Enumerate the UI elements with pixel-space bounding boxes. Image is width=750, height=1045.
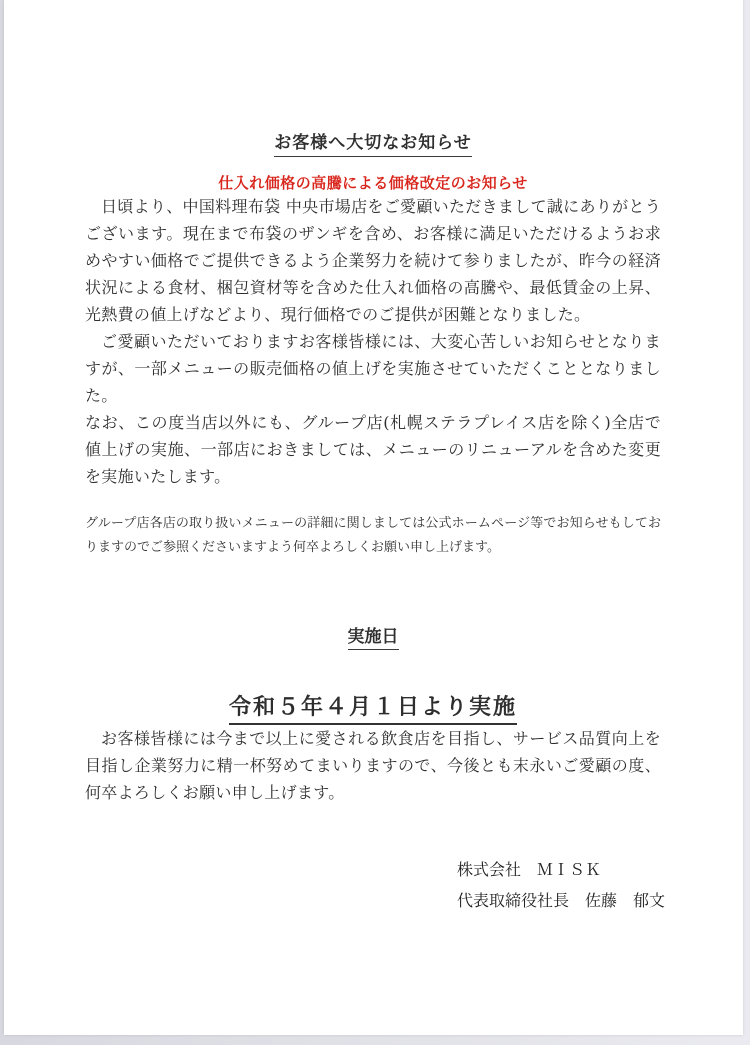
representative-name: 代表取締役社長 佐藤 郁文 — [457, 891, 666, 910]
implementation-date — [85, 690, 661, 725]
signature-block — [457, 854, 666, 916]
company-name: 株式会社 ＭＩＳＫ — [457, 860, 602, 879]
paragraph-website-note: グループ店各店の取り扱いメニューの詳細に関しましては公式ホームページ等でお知らせもしておりますのでご参照くださいますよう何卒よろしくお願い申し上げます。 — [85, 516, 661, 555]
implementation-date-text: 令和５年４月１日より実施 — [229, 690, 517, 725]
implementation-date-heading-text: 実施日 — [348, 622, 399, 650]
notice-content — [85, 0, 666, 916]
paragraph-closing: お客様皆様には今まで以上に愛される飲食店を目指し、サービス品質向上を目指し企業努力に精一杯努めてまいりますので、今後とも末永いご愛顧の度、何卒よろしくお願い申し上げます。 — [85, 729, 661, 802]
page-title-text: お客様へ大切なお知らせ — [274, 128, 472, 157]
paragraph-price-increase: ご愛顧いただいておりますお客様皆様には、大変心苦しいお知らせとなりますが、一部メニューの販売価格の値上げを実施させていただくこととなりました。 — [85, 332, 661, 405]
paragraph-group-stores: なお、この度当店以外にも、グループ店(札幌ステラプレイス店を除く)全店で値上げの実施、一部店におきましては、メニューのリニューアルを含めた変更を実施いたします。 — [85, 413, 661, 486]
paragraph-greeting: 日頃より、中国料理布袋 中央市場店をご愛顧いただきまして誠にありがとうございます。現在まで布袋のザンギを含め、お客様に満足いただけるようお求めやすい価格でご提供できるよう企業努力を続けて参りましたが、昨今の経済状況による食材、梱包資材等を含めた仕入れ価格の高騰や、最低賃金の上昇、光熱費の値上げなどより、現行価格でのご提供が困難となりました。 — [85, 197, 661, 324]
subtitle-price-revision: 仕入れ価格の高騰による価格改定のお知らせ — [218, 174, 528, 192]
notice-page — [4, 0, 743, 1035]
implementation-date-heading — [85, 622, 661, 650]
page-title — [85, 128, 661, 157]
